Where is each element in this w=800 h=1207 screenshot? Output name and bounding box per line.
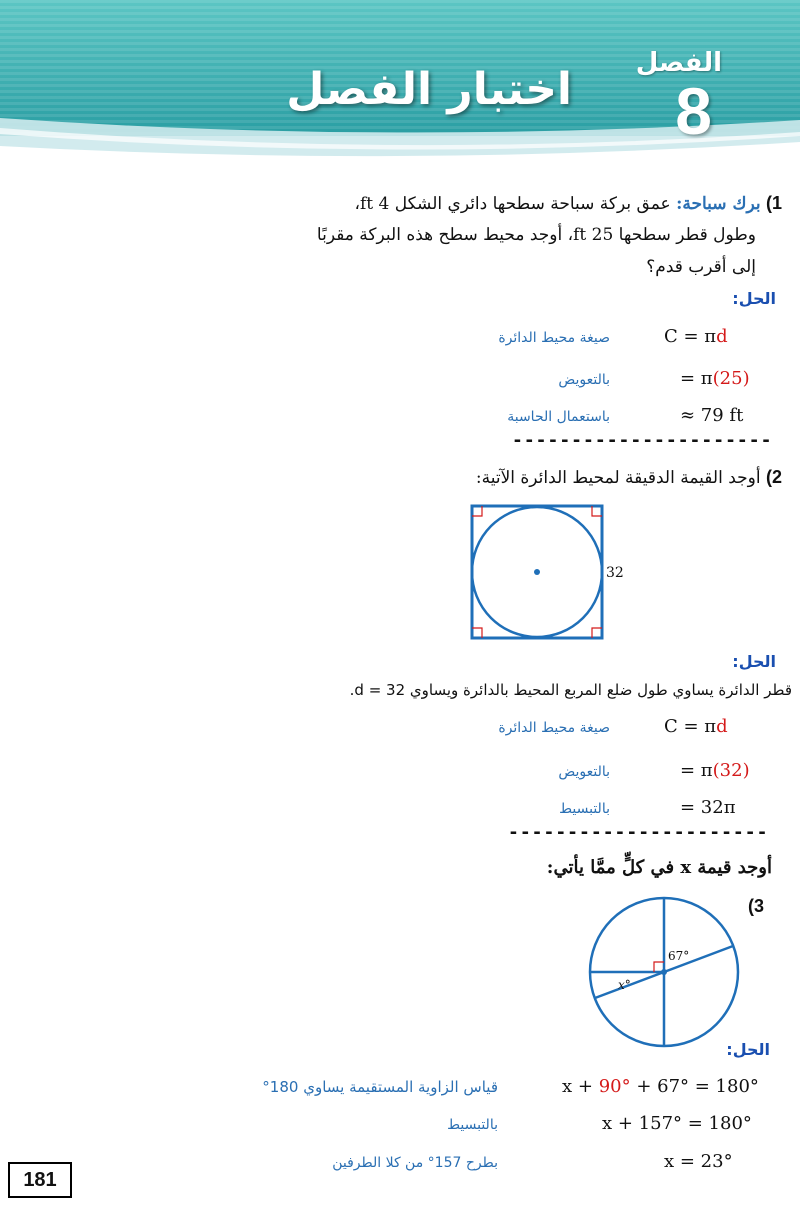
q1-solution-label: الحل: <box>732 289 776 308</box>
separator-1: ---------------------- <box>512 430 773 451</box>
page-number: 181 <box>8 1162 72 1198</box>
q2-explanation: قطر الدائرة يساوي طول ضلع المربع المحيط بالدائرة ويساوي 32 = d. <box>349 681 792 699</box>
q1-step3-equation: ≈ 79 ft <box>680 405 744 426</box>
q1-label: برك سباحة: <box>676 194 761 214</box>
q2-side-label: 32 <box>606 565 624 581</box>
q2-figure <box>466 502 636 642</box>
q1-step1-reason: صيغة محيط الدائرة <box>498 330 610 346</box>
q3-x-label: x° <box>618 978 631 992</box>
q1-number: 1) <box>765 193 782 213</box>
q3-heading: أوجد قيمة x في كلٍّ ممَّا يأتي: <box>546 857 772 878</box>
q3-step2-equation: x + 157° = 180° <box>602 1113 752 1134</box>
q3-step1-reason: قياس الزاوية المستقيمة يساوي 180° <box>262 1078 498 1096</box>
q1-step2-reason: بالتعويض <box>558 372 610 388</box>
q1-text-line1: عمق بركة سباحة سطحها دائري الشكل 4 ft، <box>354 194 671 214</box>
q2-step3-equation: = 32π <box>680 797 736 818</box>
q2-step1-reason: صيغة محيط الدائرة <box>498 720 610 736</box>
q3-solution-label: الحل: <box>726 1040 770 1059</box>
q3-step3-equation: x = 23° <box>664 1151 733 1172</box>
q3-step2-reason: بالتبسيط <box>447 1117 498 1133</box>
chapter-banner <box>0 0 800 160</box>
chapter-title: اختبار الفصل <box>286 64 572 115</box>
q1-step1-equation: C = πd <box>664 326 728 347</box>
q1-text-line3: إلى أقرب قدم؟ <box>646 257 756 277</box>
q2-step1-equation: C = πd <box>664 716 728 737</box>
q1-line1 <box>22 188 782 220</box>
q1-step2-equation: = π(25) <box>680 368 750 389</box>
separator-2: ---------------------- <box>508 822 769 843</box>
q2-solution-label: الحل: <box>732 652 776 671</box>
q3-angle-label: 67° <box>668 949 690 963</box>
q2-step3-reason: بالتبسيط <box>559 801 610 817</box>
q2-number: 2) <box>765 467 782 487</box>
q2-text: أوجد القيمة الدقيقة لمحيط الدائرة الآتية: <box>475 468 761 488</box>
q2-line <box>22 462 782 494</box>
q3-number: (3 <box>748 896 765 916</box>
q3-figure <box>584 892 744 1052</box>
q2-step2-reason: بالتعويض <box>558 764 610 780</box>
q1-step3-reason: باستعمال الحاسبة <box>507 409 610 425</box>
q2-step2-equation: = π(32) <box>680 760 750 781</box>
q3-step3-reason: بطرح 157° من كلا الطرفين <box>332 1155 498 1171</box>
q1-text-line2: وطول قطر سطحها 25 ft، أوجد محيط سطح هذه البركة مقربًا <box>316 225 756 245</box>
chapter-word: الفصل <box>635 48 722 78</box>
q3-step1-equation: x + 90° + 67° = 180° <box>562 1076 759 1097</box>
chapter-number: 8 <box>675 74 712 148</box>
